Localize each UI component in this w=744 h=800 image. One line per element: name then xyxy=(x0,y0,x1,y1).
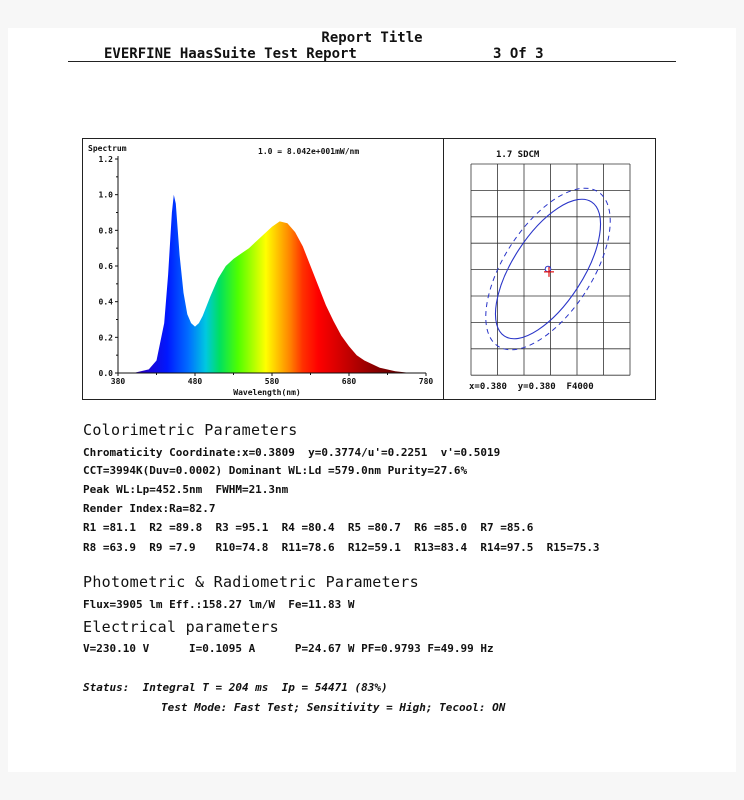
spectrum-y-tick-label: 0.8 xyxy=(98,226,113,236)
peak-wl-line: Peak WL:Lp=452.5nm FWHM=21.3nm xyxy=(83,483,289,496)
sdcm-reference-point xyxy=(545,266,551,272)
spectrum-y-tick-label: 0.0 xyxy=(98,369,113,378)
photometric-heading: Photometric & Radiometric Parameters xyxy=(83,573,419,591)
spectrum-y-tick-label: 1.0 xyxy=(98,190,113,200)
spectrum-area xyxy=(118,195,426,373)
spectrum-x-tick-label: 480 xyxy=(187,377,203,386)
header-rule xyxy=(68,61,676,62)
status-line: Status: Integral T = 204 ms Ip = 54471 (83%) xyxy=(83,681,388,694)
spectrum-x-tick-label: 780 xyxy=(418,377,434,386)
spectrum-y-tick-label: 0.6 xyxy=(98,262,113,271)
report-title: Report Title xyxy=(321,30,423,46)
chromaticity-line: Chromaticity Coordinate:x=0.3809 y=0.3774/u'=0.2251 v'=0.5019 xyxy=(83,446,501,459)
r8-r15-line: R8 =63.9 R9 =7.9 R10=74.8 R11=78.6 R12=59.1 R13=83.4 R14=97.5 R15=75.3 xyxy=(83,541,600,554)
sdcm-footer: x=0.380 y=0.380 F4000 xyxy=(469,382,594,392)
test-mode-line: Test Mode: Fast Test; Sensitivity = High; Tecool: ON xyxy=(161,701,506,714)
spectrum-x-tick-label: 580 xyxy=(264,377,280,386)
page-number: 3 Of 3 xyxy=(493,46,544,62)
spectrum-chart xyxy=(82,138,444,400)
spectrum-y-tick-label: 0.2 xyxy=(98,333,113,343)
spectrum-scale-note: 1.0 = 8.042e+001mW/nm xyxy=(258,147,360,156)
sdcm-title: 1.7 SDCM xyxy=(496,150,540,160)
electrical-line: V=230.10 V I=0.1095 A P=24.67 W PF=0.9793 F=49.99 Hz xyxy=(83,642,494,655)
flux-line: Flux=3905 lm Eff.:158.27 lm/W Fe=11.83 W xyxy=(83,598,355,611)
sdcm-chart xyxy=(443,138,656,400)
r1-r7-line: R1 =81.1 R2 =89.8 R3 =95.1 R4 =80.4 R5 =80.7 R6 =85.0 R7 =85.6 xyxy=(83,521,534,534)
render-index-line: Render Index:Ra=82.7 xyxy=(83,502,216,515)
report-subtitle: EVERFINE HaasSuite Test Report xyxy=(104,46,357,62)
cct-line: CCT=3994K(Duv=0.0002) Dominant WL:Ld =579.0nm Purity=27.6% xyxy=(83,464,468,477)
spectrum-y-tick-label: 1.2 xyxy=(98,155,113,164)
spectrum-title: Spectrum xyxy=(88,144,127,153)
electrical-heading: Electrical parameters xyxy=(83,618,279,636)
spectrum-x-tick-label: 680 xyxy=(341,377,357,386)
spectrum-x-label: Wavelength(nm) xyxy=(233,388,301,397)
spectrum-x-tick-label: 380 xyxy=(110,377,126,386)
spectrum-y-tick-label: 0.4 xyxy=(98,297,113,307)
colorimetric-heading: Colorimetric Parameters xyxy=(83,421,298,439)
